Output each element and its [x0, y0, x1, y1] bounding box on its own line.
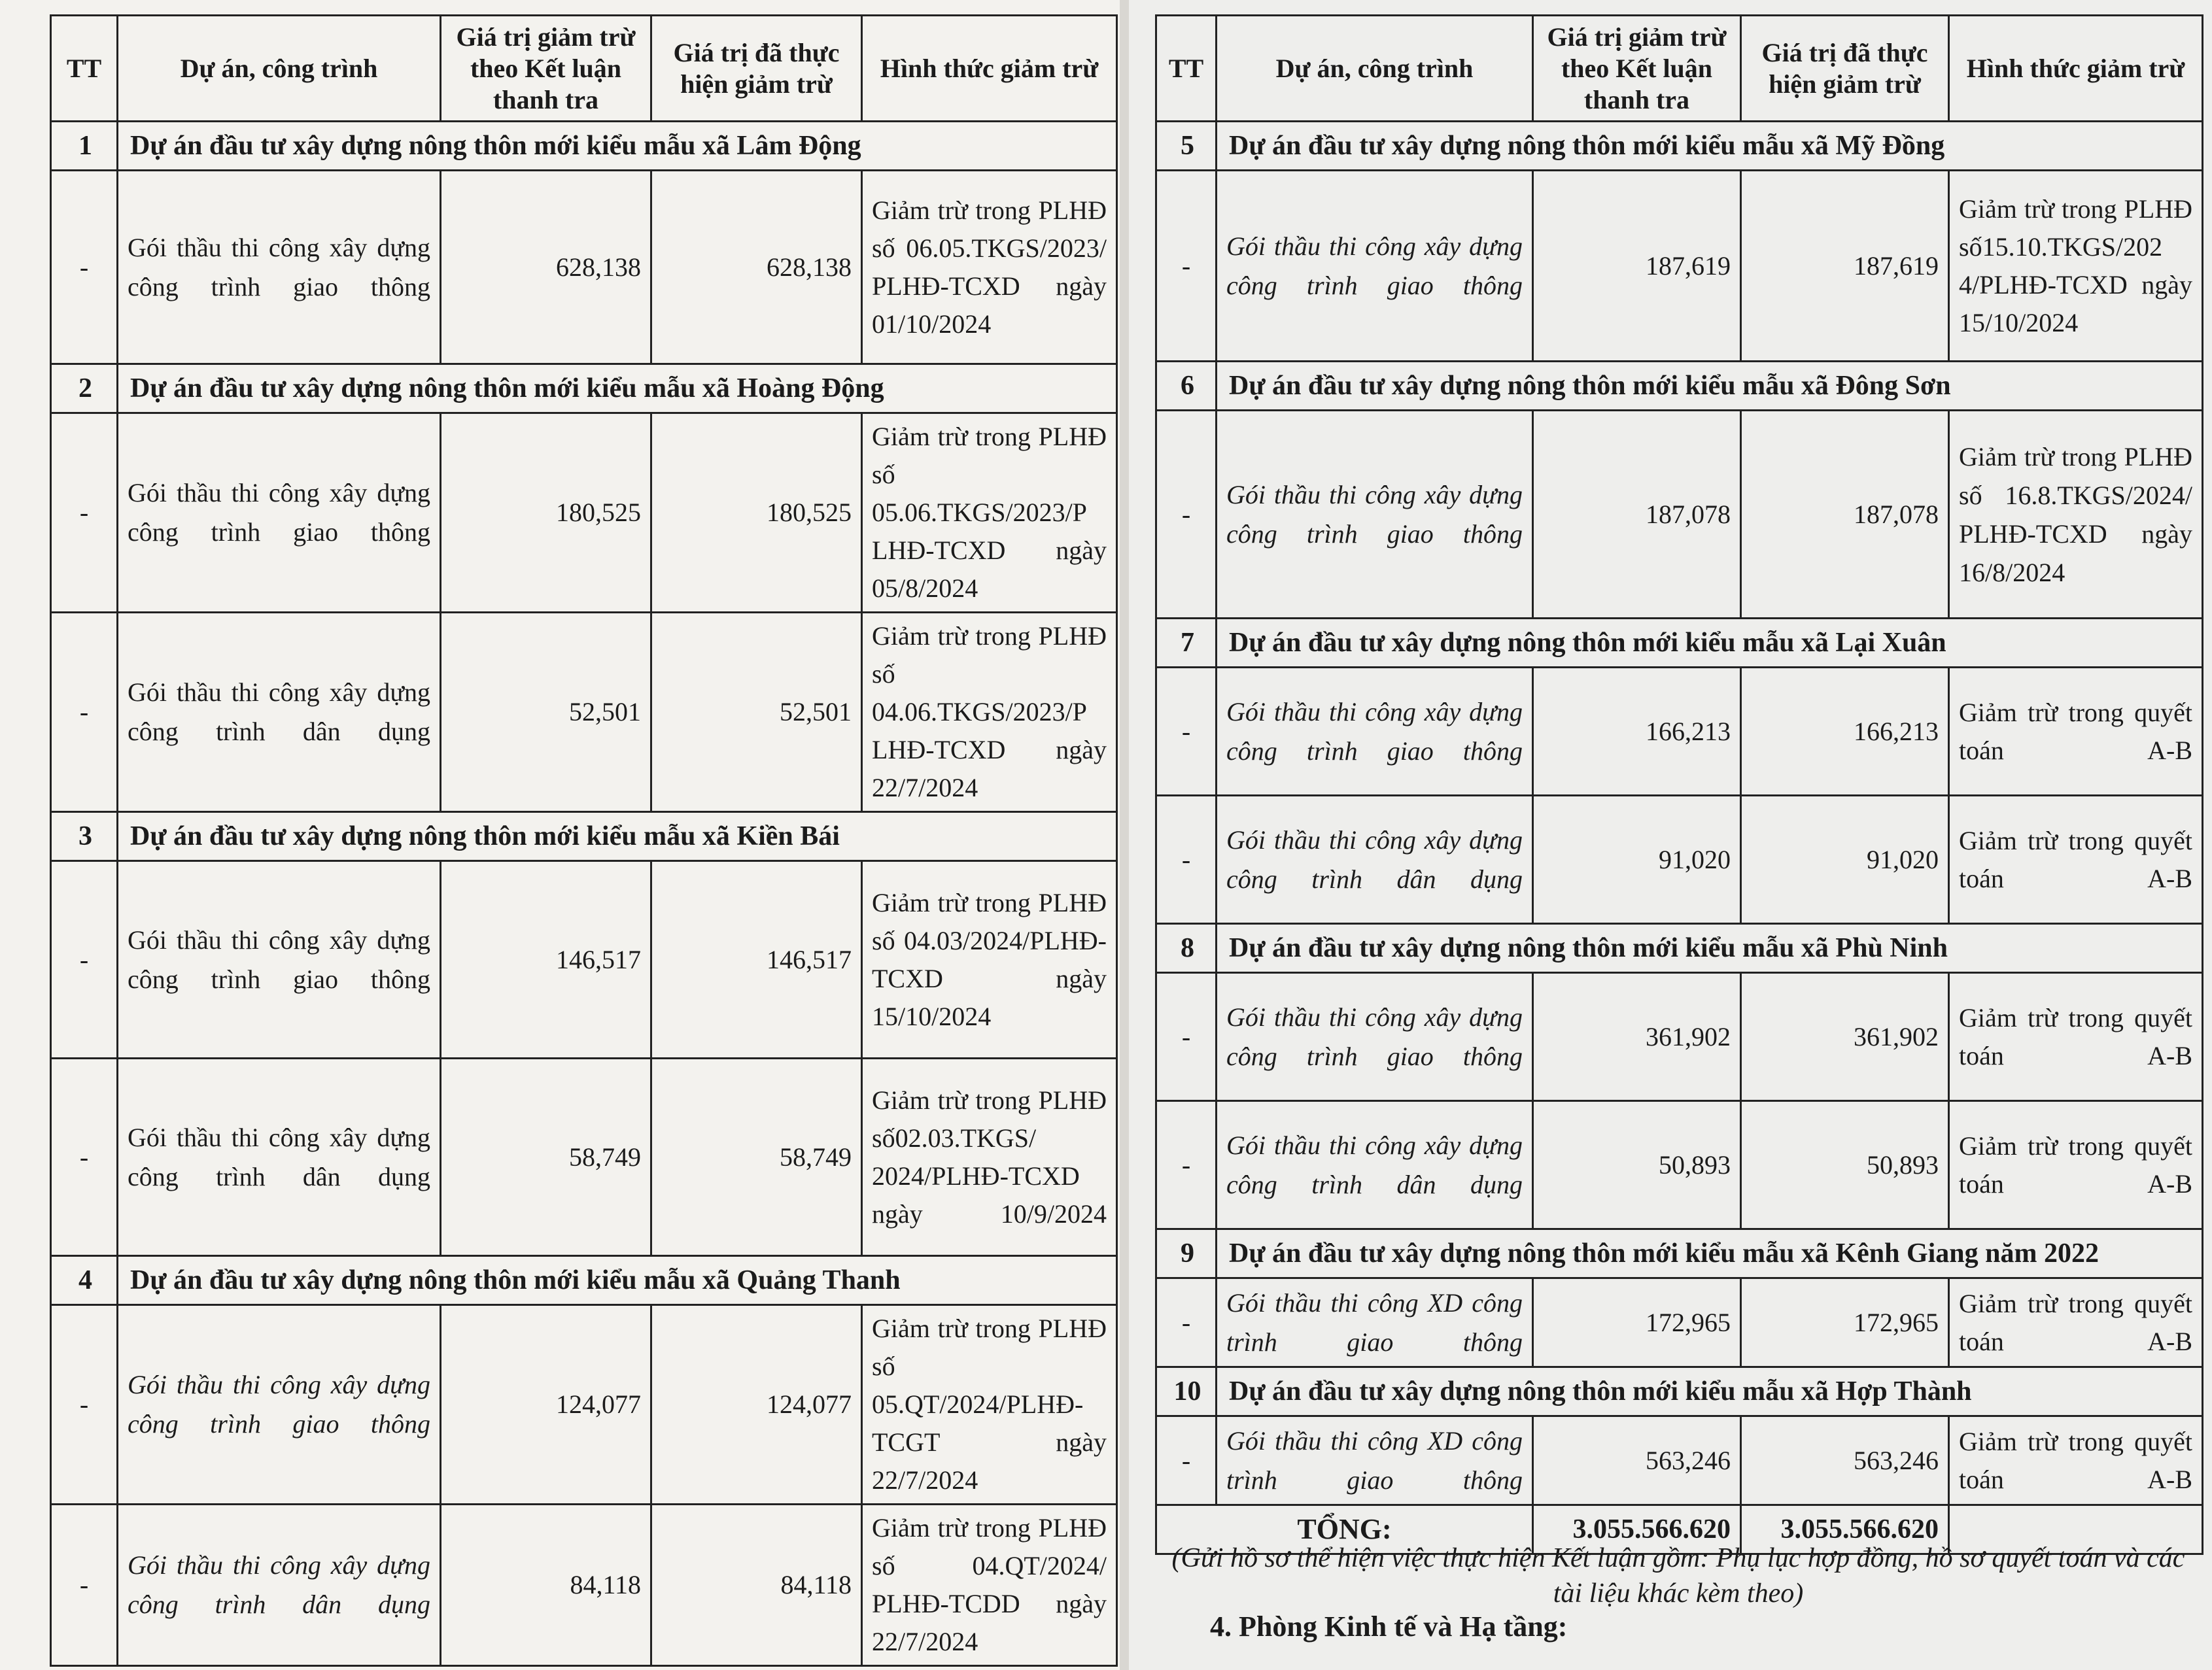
- page-divider: [1120, 0, 1129, 1670]
- project-row: [1156, 924, 2203, 973]
- table-row: [1156, 668, 2203, 796]
- actual-value: 361,902: [1741, 973, 1949, 1101]
- actual-value: 628,138: [651, 171, 862, 364]
- conclusion-value: 50,893: [1533, 1101, 1741, 1229]
- right-page: [1129, 0, 2212, 1670]
- row-dash: -: [51, 1305, 118, 1505]
- project-row: [51, 1256, 1117, 1305]
- package-name: Gói thầu thi công xây dựng công trình giao thông: [1217, 411, 1533, 619]
- actual-value: 172,965: [1741, 1278, 1949, 1367]
- table-row: [51, 1505, 1117, 1666]
- conclusion-value: 180,525: [441, 413, 651, 613]
- table-row: [1156, 796, 2203, 924]
- project-row: [51, 364, 1117, 413]
- project-number: 10: [1156, 1367, 1217, 1416]
- table-row: [1156, 1101, 2203, 1229]
- project-title: Dự án đầu tư xây dựng nông thôn mới kiểu mẫu xã Phù Ninh: [1217, 924, 2203, 973]
- conclusion-value: 52,501: [441, 613, 651, 812]
- section-heading: 4. Phòng Kinh tế và Hạ tầng:: [1210, 1610, 1568, 1643]
- header-project: Dự án, công trình: [118, 16, 441, 122]
- header-actual-value: Giá trị đã thực hiện giảm trừ: [1741, 16, 1949, 122]
- project-number: 2: [51, 364, 118, 413]
- project-number: 6: [1156, 362, 1217, 411]
- conclusion-value: 84,118: [441, 1505, 651, 1666]
- row-dash: -: [51, 1059, 118, 1256]
- header-project: Dự án, công trình: [1217, 16, 1533, 122]
- header-tt: TT: [1156, 16, 1217, 122]
- deduction-form: Giảm trừ trong quyết toán A-B: [1949, 1278, 2203, 1367]
- project-number: 4: [51, 1256, 118, 1305]
- actual-value: 50,893: [1741, 1101, 1949, 1229]
- deduction-form: Giảm trừ trong PLHĐ số15.10.TKGS/202 4/PLHĐ-TCXD ngày 15/10/2024: [1949, 171, 2203, 362]
- row-dash: -: [51, 171, 118, 364]
- header-actual-value: Giá trị đã thực hiện giảm trừ: [651, 16, 862, 122]
- conclusion-value: 563,246: [1533, 1416, 1741, 1505]
- total-actual: 3.055.566.620: [1741, 1505, 1949, 1554]
- project-title: Dự án đầu tư xây dựng nông thôn mới kiểu mẫu xã Hoàng Động: [118, 364, 1117, 413]
- row-dash: -: [1156, 796, 1217, 924]
- header-form: Hình thức giảm trừ: [862, 16, 1117, 122]
- deduction-form: Giảm trừ trong PLHĐ số02.03.TKGS/ 2024/PLHĐ-TCXD ngày 10/9/2024: [862, 1059, 1117, 1256]
- package-name: Gói thầu thi công xây dựng công trình dân dụng: [1217, 1101, 1533, 1229]
- row-dash: -: [51, 1505, 118, 1666]
- row-dash: -: [51, 413, 118, 613]
- table-row: [51, 1305, 1117, 1505]
- package-name: Gói thầu thi công xây dựng công trình giao thông: [1217, 171, 1533, 362]
- conclusion-value: 187,078: [1533, 411, 1741, 619]
- row-dash: -: [1156, 171, 1217, 362]
- header-row: [51, 16, 1117, 122]
- project-row: [1156, 362, 2203, 411]
- package-name: Gói thầu thi công xây dựng công trình giao thông: [118, 413, 441, 613]
- table-row: [1156, 411, 2203, 619]
- project-number: 7: [1156, 619, 1217, 668]
- package-name: Gói thầu thi công xây dựng công trình giao thông: [118, 1305, 441, 1505]
- header-conclusion-value: Giá trị giảm trừ theo Kết luận thanh tra: [441, 16, 651, 122]
- deduction-form: Giảm trừ trong PLHĐ số 06.05.TKGS/2023/ PLHĐ-TCXD ngày 01/10/2024: [862, 171, 1117, 364]
- total-label: TỔNG:: [1156, 1505, 1533, 1554]
- project-title: Dự án đầu tư xây dựng nông thôn mới kiểu mẫu xã Kênh Giang năm 2022: [1217, 1229, 2203, 1278]
- deduction-table-right: [1155, 14, 2203, 1555]
- table-row: [1156, 1416, 2203, 1505]
- actual-value: 146,517: [651, 861, 862, 1059]
- table-row: [51, 413, 1117, 613]
- project-row: [1156, 619, 2203, 668]
- conclusion-value: 124,077: [441, 1305, 651, 1505]
- actual-value: 187,619: [1741, 171, 1949, 362]
- package-name: Gói thầu thi công xây dựng công trình dân dụng: [118, 613, 441, 812]
- project-title: Dự án đầu tư xây dựng nông thôn mới kiểu mẫu xã Đông Sơn: [1217, 362, 2203, 411]
- project-number: 9: [1156, 1229, 1217, 1278]
- actual-value: 187,078: [1741, 411, 1949, 619]
- project-row: [1156, 122, 2203, 171]
- table-row: [51, 1059, 1117, 1256]
- row-dash: -: [1156, 411, 1217, 619]
- actual-value: 58,749: [651, 1059, 862, 1256]
- conclusion-value: 628,138: [441, 171, 651, 364]
- deduction-table-left: [50, 14, 1118, 1667]
- project-title: Dự án đầu tư xây dựng nông thôn mới kiểu mẫu xã Lại Xuân: [1217, 619, 2203, 668]
- conclusion-value: 91,020: [1533, 796, 1741, 924]
- row-dash: -: [51, 613, 118, 812]
- attachment-note: (Gửi hồ sơ thể hiện việc thực hiện Kết luận gồm: Phụ lục hợp đồng, hồ sơ quyết toán và các tài liệu khác kèm theo): [1171, 1543, 2185, 1609]
- project-title: Dự án đầu tư xây dựng nông thôn mới kiểu mẫu xã Mỹ Đồng: [1217, 122, 2203, 171]
- row-dash: -: [1156, 1416, 1217, 1505]
- table-row: [51, 613, 1117, 812]
- deduction-form: Giảm trừ trong quyết toán A-B: [1949, 973, 2203, 1101]
- table-row: [1156, 973, 2203, 1101]
- project-row: [1156, 1367, 2203, 1416]
- project-title: Dự án đầu tư xây dựng nông thôn mới kiểu mẫu xã Quảng Thanh: [118, 1256, 1117, 1305]
- package-name: Gói thầu thi công xây dựng công trình giao thông: [1217, 973, 1533, 1101]
- actual-value: 166,213: [1741, 668, 1949, 796]
- project-row: [51, 812, 1117, 861]
- actual-value: 124,077: [651, 1305, 862, 1505]
- row-dash: -: [1156, 668, 1217, 796]
- deduction-form: Giảm trừ trong quyết toán A-B: [1949, 1416, 2203, 1505]
- project-title: Dự án đầu tư xây dựng nông thôn mới kiểu mẫu xã Hợp Thành: [1217, 1367, 2203, 1416]
- deduction-form: Giảm trừ trong quyết toán A-B: [1949, 668, 2203, 796]
- row-dash: -: [1156, 1101, 1217, 1229]
- row-dash: -: [51, 861, 118, 1059]
- conclusion-value: 172,965: [1533, 1278, 1741, 1367]
- project-number: 3: [51, 812, 118, 861]
- row-dash: -: [1156, 1278, 1217, 1367]
- header-tt: TT: [51, 16, 118, 122]
- project-title: Dự án đầu tư xây dựng nông thôn mới kiểu mẫu xã Kiền Bái: [118, 812, 1117, 861]
- deduction-form: Giảm trừ trong PLHĐ số 16.8.TKGS/2024/ PLHĐ-TCXD ngày 16/8/2024: [1949, 411, 2203, 619]
- actual-value: 52,501: [651, 613, 862, 812]
- row-dash: -: [1156, 973, 1217, 1101]
- deduction-form: Giảm trừ trong PLHĐ số 05.06.TKGS/2023/P LHĐ-TCXD ngày 05/8/2024: [862, 413, 1117, 613]
- conclusion-value: 187,619: [1533, 171, 1741, 362]
- conclusion-value: 166,213: [1533, 668, 1741, 796]
- header-conclusion-value: Giá trị giảm trừ theo Kết luận thanh tra: [1533, 16, 1741, 122]
- package-name: Gói thầu thi công xây dựng công trình dân dụng: [118, 1505, 441, 1666]
- package-name: Gói thầu thi công XD công trình giao thông: [1217, 1278, 1533, 1367]
- header-row: [1156, 16, 2203, 122]
- header-form: Hình thức giảm trừ: [1949, 16, 2203, 122]
- deduction-form: Giảm trừ trong quyết toán A-B: [1949, 1101, 2203, 1229]
- actual-value: 180,525: [651, 413, 862, 613]
- total-conclusion: 3.055.566.620: [1533, 1505, 1741, 1554]
- table-row: [51, 861, 1117, 1059]
- table-row: [51, 171, 1117, 364]
- project-number: 8: [1156, 924, 1217, 973]
- project-title: Dự án đầu tư xây dựng nông thôn mới kiểu mẫu xã Lâm Động: [118, 122, 1117, 171]
- deduction-form: Giảm trừ trong PLHĐ số 04.QT/2024/ PLHĐ-TCDD ngày 22/7/2024: [862, 1505, 1117, 1666]
- package-name: Gói thầu thi công XD công trình giao thông: [1217, 1416, 1533, 1505]
- deduction-form: Giảm trừ trong PLHĐ số 04.03/2024/PLHĐ-TCXD ngày 15/10/2024: [862, 861, 1117, 1059]
- project-row: [1156, 1229, 2203, 1278]
- package-name: Gói thầu thi công xây dựng công trình dân dụng: [1217, 796, 1533, 924]
- package-name: Gói thầu thi công xây dựng công trình dân dụng: [118, 1059, 441, 1256]
- actual-value: 563,246: [1741, 1416, 1949, 1505]
- table-row: [1156, 171, 2203, 362]
- project-number: 5: [1156, 122, 1217, 171]
- conclusion-value: 58,749: [441, 1059, 651, 1256]
- package-name: Gói thầu thi công xây dựng công trình giao thông: [1217, 668, 1533, 796]
- conclusion-value: 361,902: [1533, 973, 1741, 1101]
- package-name: Gói thầu thi công xây dựng công trình giao thông: [118, 861, 441, 1059]
- table-row: [1156, 1278, 2203, 1367]
- project-row: [51, 122, 1117, 171]
- package-name: Gói thầu thi công xây dựng công trình giao thông: [118, 171, 441, 364]
- deduction-form: Giảm trừ trong quyết toán A-B: [1949, 796, 2203, 924]
- deduction-form: Giảm trừ trong PLHĐ số 04.06.TKGS/2023/P LHĐ-TCXD ngày 22/7/2024: [862, 613, 1117, 812]
- conclusion-value: 146,517: [441, 861, 651, 1059]
- deduction-form: Giảm trừ trong PLHĐ số 05.QT/2024/PLHĐ-TCGT ngày 22/7/2024: [862, 1305, 1117, 1505]
- actual-value: 84,118: [651, 1505, 862, 1666]
- project-number: 1: [51, 122, 118, 171]
- actual-value: 91,020: [1741, 796, 1949, 924]
